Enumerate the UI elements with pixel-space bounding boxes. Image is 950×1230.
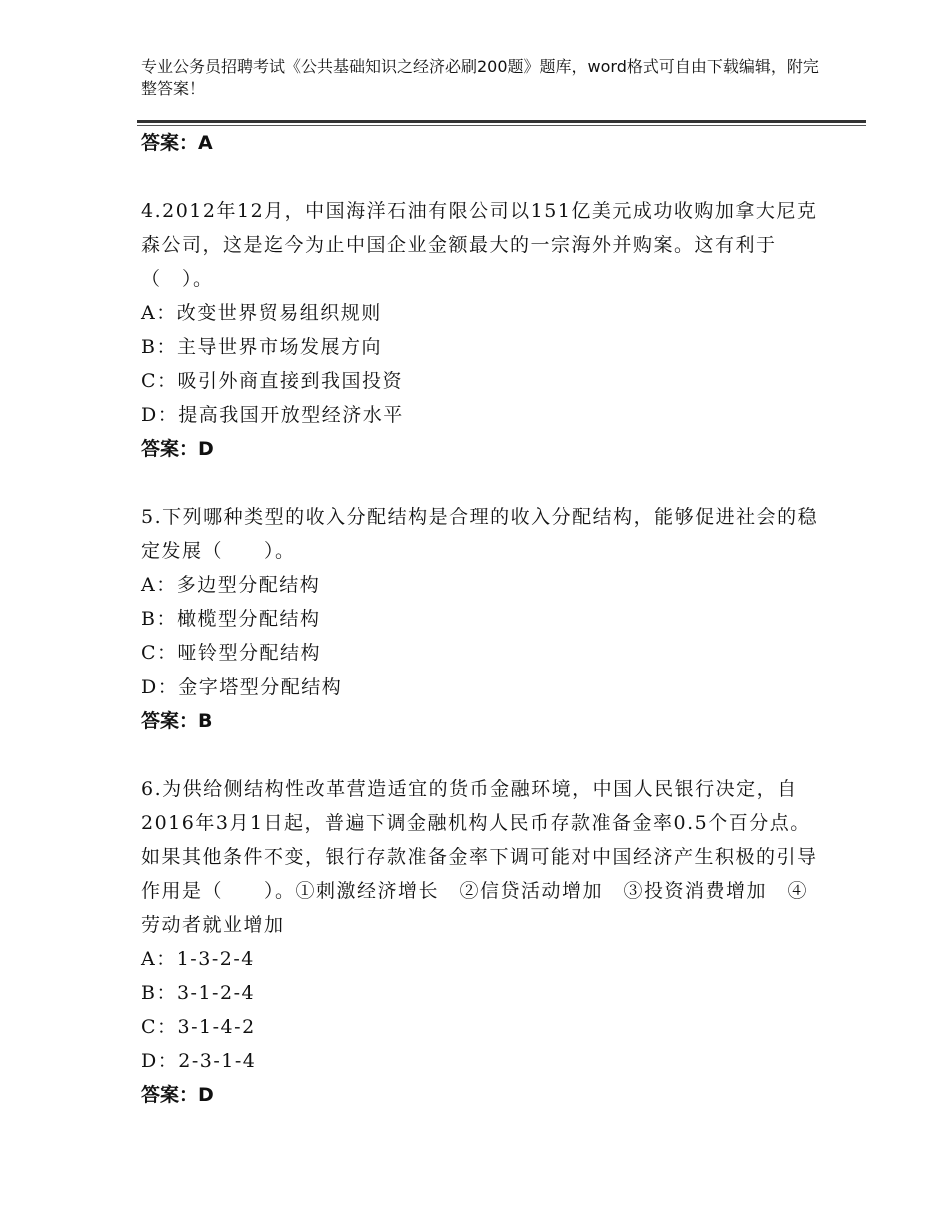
question-stem: 4.2012年12月，中国海洋石油有限公司以151亿美元成功收购加拿大尼克森公司，这是迄今为止中国企业金额最大的一宗海外并购案。这有利于（ ）。 [141, 200, 818, 290]
question-list [141, 126, 821, 1112]
header-rule-thick [137, 120, 866, 123]
option-c: C：吸引外商直接到我国投资 [141, 370, 404, 392]
option-b: B：主导世界市场发展方向 [141, 336, 382, 358]
option-a: A：改变世界贸易组织规则 [141, 302, 382, 324]
option-c: C：哑铃型分配结构 [141, 642, 322, 664]
question-4 [141, 194, 821, 466]
option-d: D：金字塔型分配结构 [141, 676, 343, 698]
answer: 答案：B [141, 710, 213, 732]
document-header: 专业公务员招聘考试《公共基础知识之经济必刷200题》题库，word格式可自由下载编辑，附完整答案！ [141, 57, 819, 98]
question-5 [141, 500, 821, 738]
option-b: B：橄榄型分配结构 [141, 608, 321, 630]
question-stem: 5.下列哪种类型的收入分配结构是合理的收入分配结构，能够促进社会的稳定发展（ ）。 [141, 506, 819, 562]
question-6 [141, 772, 821, 1112]
question-stem: 6.为供给侧结构性改革营造适宜的货币金融环境，中国人民银行决定，自2016年3月1日起，普遍下调金融机构人民币存款准备金率0.5个百分点。如果其他条件不变，银行存款准备金率下调可能对中国经济产生积极的引导作用是（ ）。①刺激经济增长 ②信贷活动增加 ③投资消费增加 ④劳动者就业增加 [141, 778, 818, 936]
previous-answer: 答案：A [141, 132, 213, 154]
option-a: A：1-3-2-4 [141, 948, 255, 970]
spacer [141, 160, 821, 194]
spacer [141, 466, 821, 500]
answer: 答案：D [141, 438, 214, 460]
option-d: D：2-3-1-4 [141, 1050, 257, 1072]
answer: 答案：D [141, 1084, 214, 1106]
option-c: C：3-1-4-2 [141, 1016, 256, 1038]
option-a: A：多边型分配结构 [141, 574, 321, 596]
option-d: D：提高我国开放型经济水平 [141, 404, 404, 426]
spacer [141, 738, 821, 772]
option-b: B：3-1-2-4 [141, 982, 256, 1004]
